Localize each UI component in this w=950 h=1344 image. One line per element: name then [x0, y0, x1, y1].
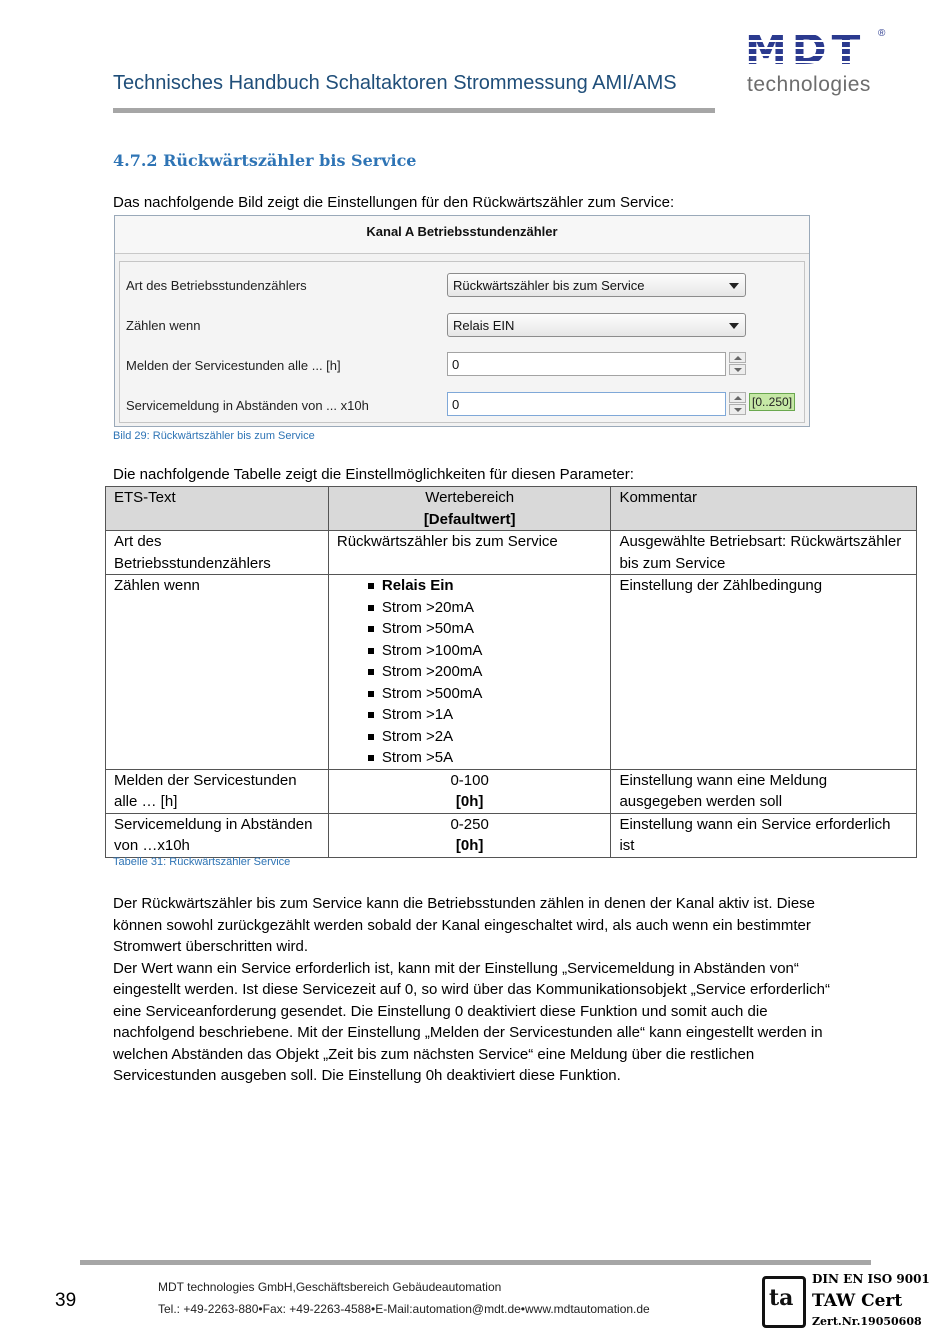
cert-iso-text: DIN EN ISO 9001: [812, 1272, 930, 1286]
header-default-value: [Defaultwert]: [423, 510, 516, 528]
cell-comment: Einstellung wann ein Service erforderlich ist: [611, 813, 917, 857]
range-badge: [0..250]: [749, 393, 795, 411]
cell-ets-text: Art des Betriebsstundenzählers: [106, 531, 329, 575]
header-value-range: [328, 487, 611, 531]
page-number: 39: [55, 1290, 77, 1311]
list-item: Relais Ein: [382, 575, 603, 597]
cell-ets-text: Zählen wenn: [106, 575, 329, 770]
stepper-up-button[interactable]: [729, 392, 746, 403]
dialog-title: Kanal A Betriebsstundenzähler: [366, 224, 558, 239]
footer-company: MDT technologies GmbH,Geschäftsbereich Gebäudeautomation: [158, 1280, 502, 1294]
report-hours-input[interactable]: 0: [447, 352, 726, 376]
service-interval-input[interactable]: 0: [447, 392, 726, 416]
header-comment: Kommentar: [611, 487, 917, 531]
cert-taw-text: TAW Cert: [812, 1291, 903, 1311]
chevron-down-icon: [729, 323, 739, 329]
counter-type-value: Rückwärtszähler bis zum Service: [453, 278, 645, 293]
cert-number-text: Zert.Nr.19050608: [812, 1315, 922, 1328]
table-row: [106, 813, 917, 857]
logo-registered-mark: ®: [878, 28, 886, 39]
table-header-row: [106, 487, 917, 531]
arrow-down-icon: [734, 408, 742, 412]
header-ets-text: ETS-Text: [106, 487, 329, 531]
ets-parameter-dialog: [114, 215, 810, 427]
default-value: [0h]: [455, 793, 484, 810]
cell-ets-text: Servicemeldung in Abständen von …x10h: [106, 813, 329, 857]
table-row: [106, 531, 917, 575]
taw-cert-logo: [762, 1276, 806, 1328]
stepper-down-button[interactable]: [729, 364, 746, 375]
default-value: [0h]: [455, 837, 484, 854]
stepper-up-button[interactable]: [729, 352, 746, 363]
cell-value-range: [328, 769, 611, 813]
table-intro: Die nachfolgende Tabelle zeigt die Einstellmöglichkeiten für diesen Parameter:: [113, 466, 634, 483]
counter-type-dropdown[interactable]: [447, 273, 746, 297]
table-row: [106, 769, 917, 813]
cell-value-range: [328, 813, 611, 857]
footer-divider: [80, 1260, 871, 1265]
logo-mdt-text: MDT: [745, 25, 866, 74]
cell-comment: Einstellung der Zählbedingung: [611, 575, 917, 770]
dialog-title-bar: [115, 216, 809, 254]
arrow-up-icon: [734, 396, 742, 400]
list-item: Strom >500mA: [382, 683, 603, 705]
certification-badge: [760, 1272, 930, 1334]
param-label-service-interval: Servicemeldung in Abständen von ... x10h: [126, 398, 369, 413]
taw-cert-logo-text: ta: [769, 1285, 794, 1311]
figure-caption: Bild 29: Rückwärtszähler bis zum Service: [113, 430, 315, 442]
list-item: Strom >5A: [382, 747, 603, 769]
body-text: [113, 893, 843, 1087]
parameter-table: [105, 486, 917, 858]
section-heading: 4.7.2 Rückwärtszähler bis Service: [113, 151, 417, 170]
chevron-down-icon: [729, 283, 739, 289]
dialog-body: [119, 261, 805, 423]
document-title: Technisches Handbuch Schaltaktoren Strommessung AMI/AMS: [113, 72, 677, 94]
service-interval-stepper: [729, 392, 746, 416]
stepper-down-button[interactable]: [729, 404, 746, 415]
report-hours-stepper: [729, 352, 746, 376]
cell-ets-text: Melden der Servicestunden alle … [h]: [106, 769, 329, 813]
cell-value-range: Rückwärtszähler bis zum Service: [328, 531, 611, 575]
count-when-dropdown[interactable]: [447, 313, 746, 337]
header-value-range-line1: Wertebereich: [425, 489, 515, 506]
param-label-count-when: Zählen wenn: [126, 318, 201, 333]
list-item: Strom >2A: [382, 726, 603, 748]
range-value: 0-100: [450, 771, 489, 789]
paragraph: Der Rückwärtszähler bis zum Service kann die Betriebsstunden zählen in denen der Kanal aktiv ist. Diese können sowohl zurückgezählt werden sobald der Kanal eingeschaltet wird, als auch wenn ein bestimmter Stromwert überschritten wird.: [113, 895, 816, 955]
options-list: [337, 575, 603, 769]
list-item: Strom >200mA: [382, 661, 603, 683]
count-when-value: Relais EIN: [453, 318, 515, 333]
list-item: Strom >1A: [382, 704, 603, 726]
footer-contact: Tel.: +49-2263-880•Fax: +49-2263-4588•E-Mail:automation@mdt.de•www.mdtautomation.de: [158, 1302, 650, 1316]
list-item: Strom >50mA: [382, 618, 603, 640]
cell-value-options: [328, 575, 611, 770]
list-item: Strom >20mA: [382, 597, 603, 619]
cell-comment: Einstellung wann eine Meldung ausgegeben werden soll: [611, 769, 917, 813]
mdt-logo: [745, 25, 895, 103]
cell-comment: Ausgewählte Betriebsart: Rückwärtszähler bis zum Service: [611, 531, 917, 575]
table-caption: Tabelle 31: Rückwärtszähler Service: [113, 856, 291, 868]
range-value: 0-250: [450, 815, 489, 833]
paragraph: Der Wert wann ein Service erforderlich ist, kann mit der Einstellung „Servicemeldung in Abständen von“ eingestellt werden. Ist diese Servicezeit auf 0, so wird über das Kommunikationsobjekt „Service erforderlich“ eine Serviceanforderung gesendet. Die Einstellung 0 deaktiviert diese Funktion und somit auch die nachfolgend beschriebene. Mit der Einstellung „Melden der Servicestunden alle“ kann eingestellt werden in welchen Abständen das Objekt „Zeit bis zum nächsten Service“ eine Meldung über die restlichen Servicestunden ausgeben soll. Die Einstellung 0h deaktiviert diese Funktion.: [113, 959, 830, 1084]
header-divider: [113, 108, 715, 113]
list-item: Strom >100mA: [382, 640, 603, 662]
arrow-up-icon: [734, 356, 742, 360]
param-label-report-hours: Melden der Servicestunden alle ... [h]: [126, 358, 341, 373]
section-intro: Das nachfolgende Bild zeigt die Einstellungen für den Rückwärtszähler zum Service:: [113, 194, 675, 211]
logo-technologies-text: technologies: [747, 73, 871, 96]
arrow-down-icon: [734, 368, 742, 372]
param-label-type: Art des Betriebsstundenzählers: [126, 278, 307, 293]
table-row: [106, 575, 917, 770]
